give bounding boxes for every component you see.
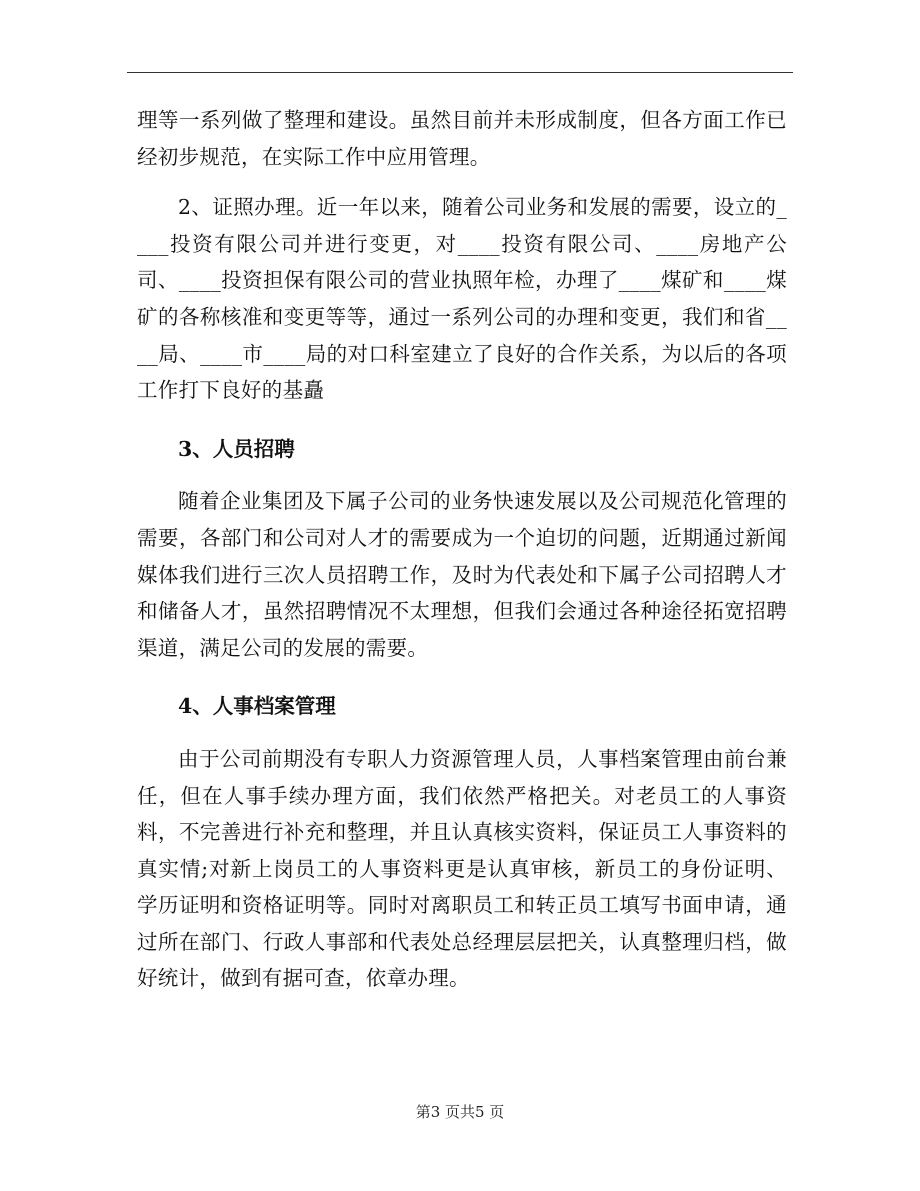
header-rule [127, 72, 793, 73]
section-heading-personnel-files: 4、人事档案管理 [178, 694, 336, 719]
paragraph-personnel-files: 由于公司前期没有专职人力资源管理人员，人事档案管理由前台兼任，但在人事手续办理方面，我们依然严格把关。对老员工的人事资料，不完善进行补充和整理，并且认真核实资料，保证员工人事资料的真实情;对新上岗员工的人事资料更是认真审核，新员工的身份证明、学历证明和资格证明等。同时对离职员工和转正员工填写书面申请，通过所在部门、行政人事部和代表处总经理层层把关，认真整理归档，做好统计，做到有据可查，依章办理。 [137, 746, 787, 991]
document-body [137, 102, 787, 997]
paragraph-continuation: 理等一系列做了整理和建设。虽然目前并未形成制度，但各方面工作已经初步规范，在实际工作中应用管理。 [137, 108, 787, 169]
paragraph-license-handling: 2、证照办理。近一年以来，随着公司业务和发展的需要，设立的____投资有限公司并进行变更，对____投资有限公司、____房地产公司、____投资担保有限公司的营业执照年检，办理了____煤矿和____煤矿的各称核准和变更等等，通过一系列公司的办理和变更，我们和省____局、____市____局的对口科室建立了良好的合作关系，为以后的各项工作打下良好的基矗 [137, 195, 787, 403]
page-number: 第3 页共5 页 [415, 1103, 505, 1121]
paragraph-recruitment: 随着企业集团及下属子公司的业务快速发展以及公司规范化管理的需要，各部门和公司对人才的需要成为一个迫切的问题，近期通过新闻媒体我们进行三次人员招聘工作，及时为代表处和下属子公司招聘人才和储备人才，虽然招聘情况不太理想，但我们会通过各种途径拓宽招聘渠道，满足公司的发展的需要。 [137, 489, 787, 660]
section-heading-recruitment: 3、人员招聘 [178, 436, 295, 461]
